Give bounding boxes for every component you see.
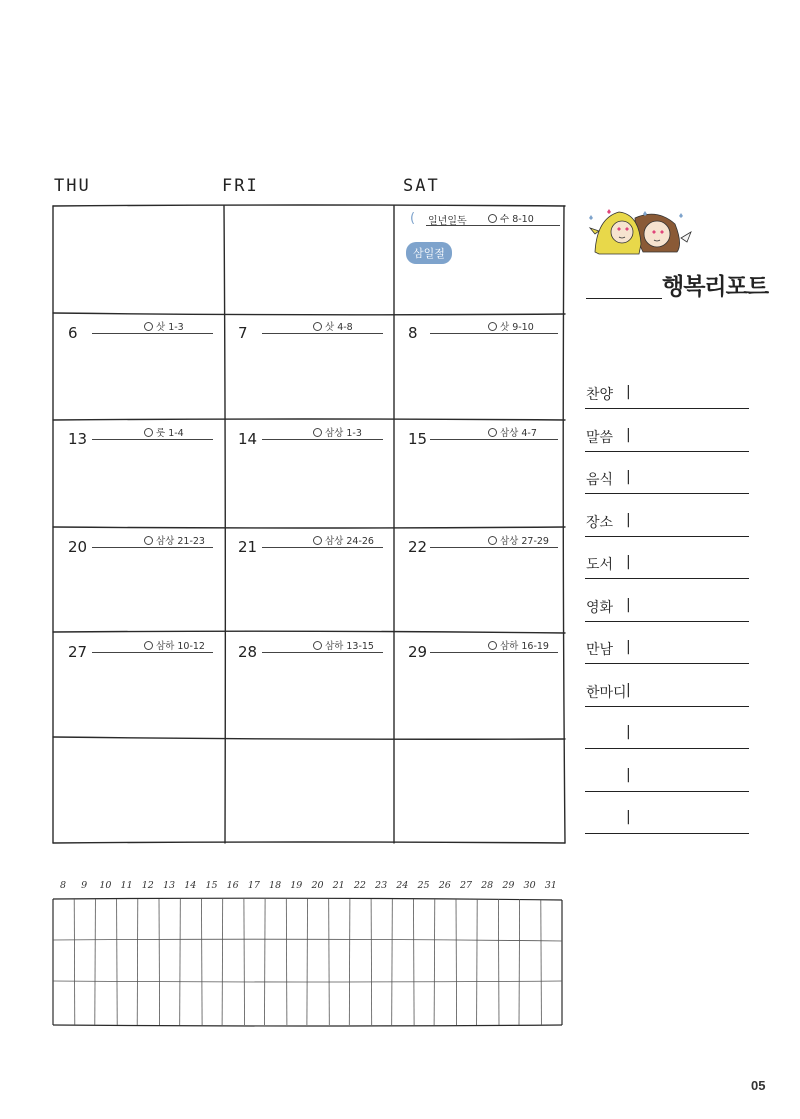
tracker-day-label: 19: [290, 880, 303, 891]
title-cell-ruling: [426, 225, 560, 226]
check-circle-icon[interactable]: [313, 428, 322, 437]
tracker-day-label: 28: [481, 880, 494, 891]
tracker-column-line: [434, 899, 435, 1025]
day-ruling: [430, 652, 558, 653]
page-number: 05: [751, 1078, 766, 1093]
reading-text: 삿 4-8: [325, 322, 353, 333]
tracker-day-label: 17: [247, 880, 260, 891]
day-number: 20: [68, 538, 88, 556]
day-number: 8: [408, 324, 418, 342]
tracker-day-label: 15: [205, 880, 218, 891]
title-cell-label: 일년일독: [428, 216, 467, 227]
tracker-day-label: 26: [438, 880, 451, 891]
day-number: 15: [408, 430, 428, 448]
report-row-mark: |: [626, 511, 631, 528]
tracker-column-line: [222, 899, 223, 1025]
tracker-column-line: [392, 899, 393, 1025]
bible-reading: [313, 319, 353, 333]
check-circle-icon[interactable]: [144, 428, 153, 437]
day-header-fri: FRI: [222, 176, 259, 196]
day-number: 29: [408, 643, 428, 661]
bible-reading: [488, 638, 549, 652]
check-circle-icon[interactable]: [144, 322, 153, 331]
report-row-mark: |: [626, 724, 631, 740]
day-number: 14: [238, 430, 258, 448]
tracker-day-label: 11: [120, 880, 133, 891]
tracker-day-label: 13: [162, 880, 176, 891]
reading-text: 수 8-10: [500, 214, 534, 225]
report-row-line[interactable]: [585, 833, 749, 834]
day-ruling: [92, 547, 213, 548]
report-row-line[interactable]: [585, 791, 749, 792]
bible-reading: [488, 425, 537, 439]
tracker-day-label: 25: [417, 880, 430, 891]
tracker-column-line: [329, 899, 330, 1025]
day-number: 6: [68, 324, 78, 342]
tracker-column-line: [95, 899, 96, 1025]
tracker-column-line: [74, 899, 75, 1025]
bible-reading: [313, 638, 374, 652]
day-number: 7: [238, 324, 248, 342]
report-title-underline: [586, 298, 662, 299]
tracker-column-line: [244, 899, 245, 1025]
tracker-column-line: [477, 899, 478, 1025]
title-cell-mark: (: [410, 211, 416, 226]
tracker-column-line: [202, 899, 203, 1025]
day-number: 21: [238, 538, 258, 556]
bible-reading: [313, 425, 362, 439]
tracker-day-label: 9: [81, 880, 88, 891]
reading-text: 삼상 27-29: [500, 536, 549, 547]
reading-text: 삼상 4-7: [500, 428, 537, 439]
tracker-day-label: 12: [141, 880, 154, 891]
check-circle-icon[interactable]: [313, 536, 322, 545]
day-ruling: [262, 652, 383, 653]
day-ruling: [430, 333, 558, 334]
day-number: 28: [238, 643, 258, 661]
day-ruling: [92, 333, 213, 334]
report-row-mark: |: [626, 809, 631, 825]
bible-reading: [144, 533, 205, 547]
tracker-column-line: [371, 899, 372, 1025]
check-circle-icon[interactable]: [488, 214, 497, 223]
check-circle-icon[interactable]: [488, 322, 497, 331]
day-number: 13: [68, 430, 88, 448]
bible-reading: [144, 319, 184, 333]
reading-text: 룻 1-4: [156, 428, 184, 439]
check-circle-icon[interactable]: [144, 641, 153, 650]
tracker-column-line: [414, 899, 415, 1025]
title-cell-reading: [488, 211, 534, 225]
tracker-day-label: 21: [332, 880, 345, 891]
report-row-line[interactable]: [585, 493, 749, 494]
tracker-day-label: 16: [226, 880, 239, 891]
tracker-day-label: 29: [502, 880, 515, 891]
tracker-day-label: 14: [184, 880, 197, 891]
day-header-sat: SAT: [403, 176, 440, 196]
tracker-day-label: 30: [523, 880, 536, 891]
report-row-mark: |: [626, 554, 631, 570]
check-circle-icon[interactable]: [488, 641, 497, 650]
tracker-day-label: 27: [459, 880, 473, 891]
report-row-mark: |: [626, 426, 631, 443]
tracker-column-line: [456, 899, 457, 1025]
tracker-column-line: [498, 899, 499, 1025]
day-ruling: [262, 439, 383, 440]
tracker-column-line: [117, 899, 118, 1025]
day-header-thu: THU: [54, 176, 91, 196]
report-row-line[interactable]: [585, 621, 749, 622]
reading-text: 삿 9-10: [500, 322, 534, 333]
report-title: 행복리포트: [662, 274, 769, 300]
reading-text: 삼하 16-19: [500, 641, 549, 652]
tracker-column-line: [159, 899, 160, 1025]
day-number: 27: [68, 643, 88, 661]
report-row-mark: |: [626, 596, 631, 613]
bible-reading: [488, 533, 549, 547]
reading-text: 삼상 1-3: [325, 428, 362, 439]
tracker-day-label: 10: [99, 880, 112, 891]
day-ruling: [92, 652, 213, 653]
reading-text: 삼상 21-23: [156, 536, 205, 547]
report-row-line[interactable]: [585, 536, 749, 537]
tracker-day-label: 8: [59, 880, 67, 891]
tracker-column-line: [286, 899, 287, 1025]
report-row-label: 장소: [586, 514, 614, 531]
report-row-label: 말씀: [586, 429, 614, 446]
report-row-line[interactable]: [585, 706, 749, 707]
reading-text: 삼하 10-12: [156, 641, 205, 652]
reading-text: 삼상 24-26: [325, 536, 374, 547]
bible-reading: [488, 319, 534, 333]
day-ruling: [262, 547, 383, 548]
tracker-column-line: [265, 899, 266, 1025]
report-row-line[interactable]: [585, 408, 749, 409]
check-circle-icon[interactable]: [313, 641, 322, 650]
check-circle-icon[interactable]: [488, 428, 497, 437]
tracker-column-line: [180, 899, 181, 1025]
report-row-label: 음식: [586, 472, 614, 488]
tracker-day-label: 31: [544, 880, 557, 891]
tracker-column-line: [137, 899, 138, 1025]
day-number: 22: [408, 538, 428, 556]
tracker-day-label: 20: [311, 880, 324, 891]
day-ruling: [430, 547, 558, 548]
bible-reading: [313, 533, 374, 547]
report-row-label: 도서: [586, 557, 614, 573]
two-friends-illustration: [585, 204, 700, 264]
check-circle-icon[interactable]: [313, 322, 322, 331]
report-row-label: 한마디: [586, 684, 627, 701]
tracker-day-label: 23: [375, 880, 388, 891]
reading-text: 삿 1-3: [156, 322, 184, 333]
tracker-day-label: 24: [396, 880, 409, 891]
report-row-label: 영화: [586, 599, 614, 616]
report-row-mark: |: [626, 469, 631, 485]
tracker-day-label: 22: [353, 880, 366, 891]
report-row-label: 만남: [586, 642, 614, 658]
report-row-mark: |: [626, 681, 631, 698]
report-row-mark: |: [626, 639, 631, 655]
day-ruling: [262, 333, 383, 334]
tracker-column-line: [519, 899, 520, 1025]
report-row-mark: |: [626, 384, 631, 400]
bible-reading: [144, 425, 184, 439]
check-circle-icon[interactable]: [144, 536, 153, 545]
report-row-label: 찬양: [586, 387, 614, 403]
tracker-day-label: 18: [269, 880, 282, 891]
tracker-column-line: [307, 899, 308, 1025]
tracker-column-line: [541, 899, 542, 1025]
day-ruling: [430, 439, 558, 440]
report-row-line[interactable]: [585, 663, 749, 664]
report-row-mark: |: [626, 766, 631, 783]
report-row-line[interactable]: [585, 748, 749, 749]
holiday-badge: 삼일절: [406, 242, 452, 264]
bible-reading: [144, 638, 205, 652]
check-circle-icon[interactable]: [488, 536, 497, 545]
reading-text: 삼하 13-15: [325, 641, 374, 652]
tracker-column-line: [349, 899, 350, 1025]
report-row-line[interactable]: [585, 451, 749, 452]
day-ruling: [92, 439, 213, 440]
report-row-line[interactable]: [585, 578, 749, 579]
